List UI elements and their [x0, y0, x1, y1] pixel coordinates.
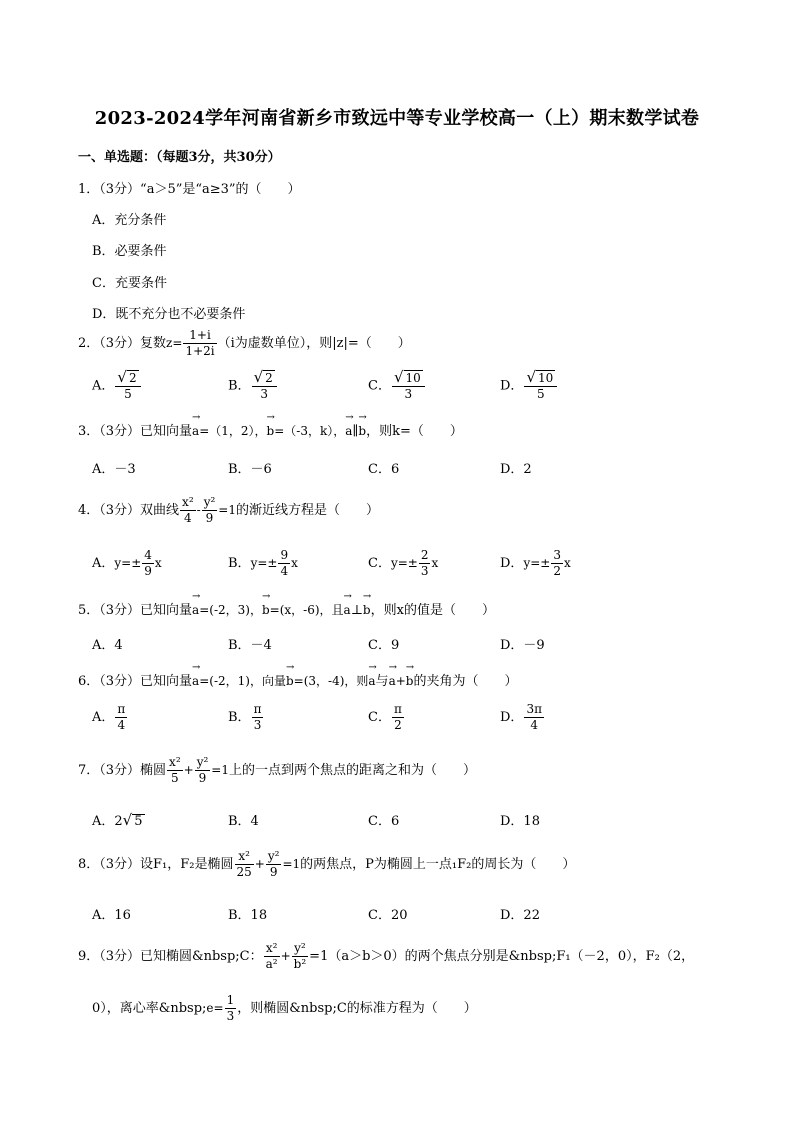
option-fraction [524, 370, 557, 402]
question-2-option-d [500, 370, 558, 402]
question-4-fraction-x [180, 495, 196, 526]
fraction-numerator: 1+i [183, 328, 216, 344]
question-6-option-b [228, 702, 264, 733]
vector-a: → a [192, 418, 199, 438]
radicand: 5 [134, 814, 143, 829]
option-variable: x [431, 556, 439, 570]
option-fraction [142, 548, 154, 579]
question-6-option-a [92, 702, 128, 733]
question-6-option-d [500, 702, 545, 733]
plus-sign: + [254, 857, 265, 871]
radicand: 2 [265, 371, 273, 385]
question-3-stem [78, 418, 463, 439]
question-7-prefix: 7．（3分）椭圆 [78, 763, 167, 778]
question-7-option-c: C．6 [368, 814, 400, 829]
question-7-fraction-x [167, 755, 183, 786]
fraction-denominator: a² [265, 957, 278, 971]
option-label: B． [228, 556, 251, 571]
vector-b: → b [267, 418, 275, 438]
fraction-numerator: x² [264, 941, 280, 957]
question-2-option-a [92, 370, 142, 402]
question-5-option-a: A．4 [92, 638, 123, 653]
page-title: 2023-2024学年河南省新乡市致远中等专业学校高一（上）期末数学试卷 [94, 108, 700, 129]
question-4-option-a [92, 548, 162, 579]
radicand: 10 [405, 371, 421, 385]
question-2-option-c [368, 370, 426, 402]
option-fraction [115, 702, 127, 733]
section-heading: 一、单选题：（每题3分，共30分） [78, 150, 281, 165]
equals-one: =1 [282, 857, 301, 871]
equals-one: =1 [218, 503, 236, 517]
fraction-numerator: 3 [553, 548, 561, 562]
fraction-denominator: 5 [537, 387, 545, 401]
question-4-suffix: 的渐近线方程是（ ） [235, 503, 379, 518]
vector-a: → a [389, 668, 396, 688]
fraction-denominator: 3 [260, 387, 268, 401]
option-variable: x [563, 556, 571, 570]
sqrt-icon: √ [393, 368, 404, 386]
vector-a: → a [368, 668, 375, 688]
fraction-numerator: π [253, 702, 262, 716]
question-5-prefix: 5．（3分）已知向量 [78, 603, 193, 618]
option-fraction [392, 702, 404, 733]
option-variable: x [291, 556, 298, 570]
option-label: C． [368, 556, 391, 571]
question-1-stem: 1．（3分）“a＞5”是“a≥3”的（ ） [78, 182, 301, 197]
question-2-option-b [228, 370, 278, 402]
option-label: A．2 [92, 814, 123, 829]
fraction-denominator: 4 [184, 511, 192, 525]
question-3-option-b: B．－6 [228, 462, 272, 477]
question-3-vector-a-value: =（1，2）， [199, 424, 267, 438]
fraction-numerator: 3π [526, 702, 542, 716]
question-9-line2-prefix: 0），离心率&nbsp; [92, 1001, 207, 1016]
question-5-option-c: C．9 [368, 638, 400, 653]
fraction-denominator: 1+2i [185, 344, 215, 358]
option-label: D． [500, 378, 524, 394]
option-prefix: y=± [523, 556, 551, 570]
question-8-option-a: A．16 [92, 908, 131, 923]
vector-a: → a [345, 418, 352, 438]
question-7-fraction-y [195, 755, 211, 786]
question-8-option-c: C．20 [368, 908, 408, 923]
question-4-option-c [368, 548, 438, 579]
question-9-middle: =1（a＞b＞0）的两个焦点分别是&nbsp;F₁（－2，0），F₂（2， [309, 949, 695, 964]
question-4-option-d [500, 548, 571, 579]
question-6-option-c [368, 702, 405, 733]
fraction-numerator: y² [196, 755, 209, 769]
question-8-fraction-x [235, 849, 254, 880]
question-6-suffix: 的夹角为（ ） [413, 674, 518, 689]
fraction-denominator: 9 [269, 865, 278, 879]
fraction-denominator: 3 [226, 1009, 235, 1023]
question-3-option-d: D．2 [500, 462, 532, 477]
question-1-option-a: A．充分条件 [92, 213, 167, 228]
question-5-stem [78, 597, 495, 618]
option-fraction [252, 702, 264, 733]
question-3-prefix: 3．（3分）已知向量 [78, 424, 193, 439]
sqrt-icon: √ [122, 811, 133, 829]
plus-sign: + [395, 674, 406, 688]
option-fraction [252, 370, 277, 402]
fraction-denominator: 5 [171, 771, 179, 785]
option-label: C． [368, 378, 391, 394]
question-7-option-a [92, 810, 145, 829]
question-8-suffix: 的两焦点，P为椭圆上一点₁F₂的周长为（ ） [300, 857, 576, 872]
radicand: 2 [128, 371, 137, 385]
fraction-denominator: 4 [280, 564, 289, 578]
question-1-option-d: D．既不充分也不必要条件 [92, 307, 246, 322]
question-4-fraction-y [202, 495, 218, 526]
perpendicular-symbol: ⊥ [350, 603, 363, 618]
option-label: D． [500, 710, 524, 725]
option-fraction [115, 370, 140, 402]
question-9-stem-line-2 [92, 993, 477, 1024]
fraction-denominator: 9 [205, 511, 214, 525]
fraction-numerator: 9 [280, 548, 289, 562]
fraction-denominator: 3 [253, 718, 262, 732]
option-label: B． [228, 710, 251, 725]
question-9-prefix: 9．（3分）已知椭圆&nbsp;C： [78, 949, 263, 964]
sqrt-icon: √ [253, 368, 264, 386]
fraction-numerator: x² [169, 755, 181, 769]
sqrt-icon: √ [117, 368, 127, 386]
fraction-denominator: 4 [530, 718, 539, 732]
question-8-fraction-y [266, 849, 282, 880]
question-4-option-b [228, 548, 298, 579]
question-8-stem [78, 849, 575, 880]
option-prefix: y=± [390, 556, 418, 570]
question-8-option-b: B．18 [228, 908, 268, 923]
question-3-vector-b-value: =（-3，k）， [274, 424, 346, 438]
question-2-z: z= [166, 336, 183, 350]
option-fraction [551, 548, 563, 579]
fraction-numerator: y² [267, 849, 280, 863]
radicand: 10 [538, 371, 554, 385]
vector-a: → a [192, 668, 199, 688]
plus-sign: + [183, 763, 194, 777]
fraction-numerator: π [117, 702, 126, 716]
question-2-fraction [183, 328, 216, 359]
question-6-prefix: 6．（3分）已知向量 [78, 674, 193, 689]
vector-b: → b [363, 597, 371, 617]
question-8-option-d: D．22 [500, 908, 540, 923]
question-4-prefix: 4．（3分）双曲线 [78, 503, 180, 518]
vector-b: → b [358, 418, 366, 438]
vector-b: → b [406, 668, 414, 688]
question-6-stem [78, 668, 517, 689]
fraction-denominator: 9 [198, 771, 207, 785]
fraction-denominator: 25 [236, 865, 252, 879]
question-1-option-b: B．必要条件 [92, 244, 167, 259]
fraction-numerator: y² [203, 495, 216, 509]
fraction-numerator: y² [292, 941, 309, 957]
eccentricity-symbol: e= [206, 1001, 224, 1015]
eccentricity-fraction [225, 993, 237, 1024]
vector-b: → b [262, 597, 270, 617]
fraction-denominator: 2 [553, 564, 561, 578]
option-prefix: y=± [114, 556, 142, 570]
question-2-prefix: 2．（3分）复数 [78, 336, 167, 351]
option-fraction [278, 548, 290, 579]
option-prefix: y=± [250, 556, 278, 570]
fraction-numerator: 1 [226, 993, 235, 1007]
fraction-numerator: 4 [144, 548, 152, 562]
question-9-line2-suffix: ，则椭圆&nbsp;C的标准方程为（ ） [237, 1001, 477, 1016]
option-variable: x [154, 556, 162, 570]
vector-b: → b [286, 668, 294, 688]
option-fraction [524, 702, 544, 733]
plus-sign: + [280, 949, 291, 963]
question-3-suffix: ，则k=（ ） [366, 424, 463, 439]
question-5-vector-a-value: =(-2，3)， [199, 603, 262, 617]
fraction-denominator: 5 [124, 387, 132, 401]
vector-a: → a [344, 597, 351, 617]
question-3-option-c: C．6 [368, 462, 400, 477]
option-label: B． [228, 378, 251, 394]
question-3-option-a: A．－3 [92, 462, 136, 477]
with-word: 与 [375, 674, 389, 689]
question-5-vector-b-value: =(x，-6)，且 [269, 603, 344, 617]
question-8-prefix: 8．（3分）设F₁，F₂是椭圆 [78, 857, 234, 872]
question-2-suffix: （i为虚数单位），则|z|=（ ） [217, 336, 411, 351]
parallel-symbol: ∥ [352, 424, 359, 439]
question-5-option-b: B．－4 [228, 638, 272, 653]
fraction-numerator: x² [235, 849, 254, 865]
question-5-option-d: D．－9 [500, 638, 545, 653]
fraction-denominator: 9 [144, 564, 152, 578]
question-5-suffix: ，则x的值是（ ） [370, 603, 495, 618]
option-label: A． [92, 710, 115, 725]
question-7-option-b: B．4 [228, 814, 259, 829]
question-2-stem [78, 328, 411, 359]
option-label: A． [92, 378, 115, 394]
question-4-stem [78, 495, 379, 526]
sqrt-icon: √ [526, 368, 536, 386]
fraction-numerator: π [393, 702, 402, 716]
question-7-stem [78, 755, 476, 786]
question-9-fraction-x [264, 941, 280, 972]
option-label: A． [92, 556, 115, 571]
question-9-fraction-y [292, 941, 309, 972]
minus-sign: - [196, 503, 201, 517]
option-fraction [419, 548, 431, 579]
question-9-stem-line-1 [78, 941, 694, 972]
question-7-option-d: D．18 [500, 814, 540, 829]
fraction-denominator: 4 [117, 718, 126, 732]
equals-one: =1 [211, 763, 229, 777]
option-label: D． [500, 556, 524, 571]
option-label: C． [368, 710, 391, 725]
fraction-numerator: 2 [420, 548, 429, 562]
question-6-vector-b-value: =(3，-4)，则 [293, 674, 369, 688]
question-7-suffix: 上的一点到两个焦点的距离之和为（ ） [228, 763, 476, 778]
option-fraction [392, 370, 425, 402]
fraction-denominator: 2 [394, 718, 402, 732]
question-6-vector-a-value: =(-2，1)，向量 [199, 674, 286, 688]
fraction-denominator: 3 [420, 564, 429, 578]
fraction-numerator: x² [182, 495, 194, 509]
question-1-option-c: C．充要条件 [92, 276, 167, 291]
fraction-denominator: b² [293, 957, 307, 971]
fraction-denominator: 3 [404, 387, 413, 401]
vector-a: → a [192, 597, 199, 617]
